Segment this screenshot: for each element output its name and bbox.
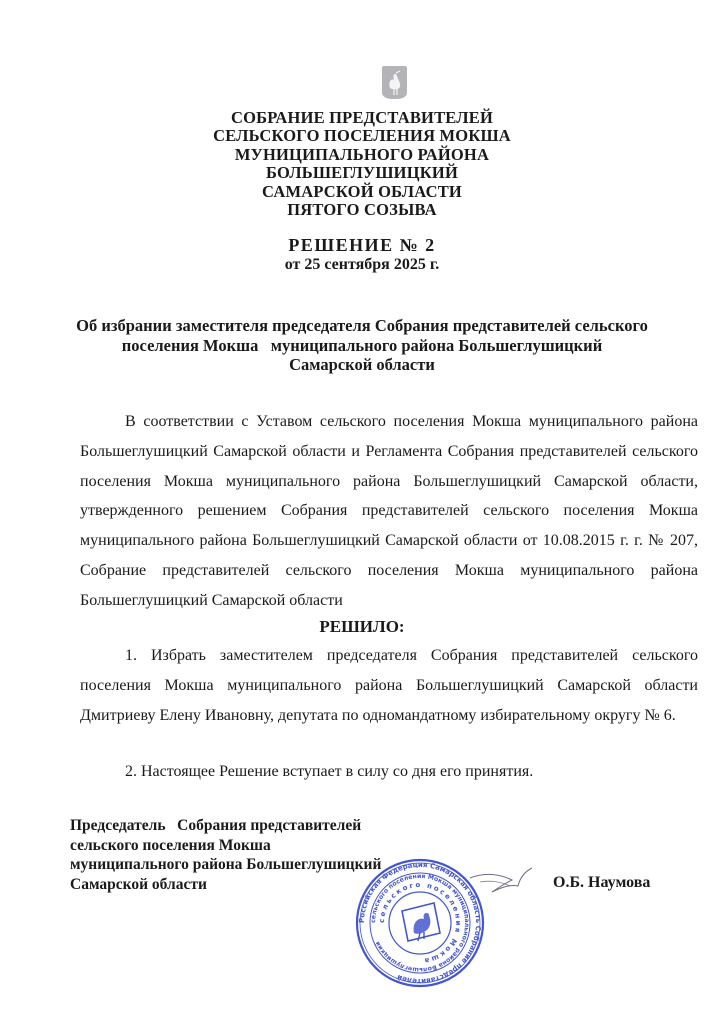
position-line: Председатель Собрания представителей: [70, 817, 362, 834]
decision-date: от 25 сентября 2025 г.: [284, 256, 440, 273]
subject-line: поселения Мокша муниципального района Большеглушицкий: [121, 335, 603, 355]
subject-line: Самарской области: [289, 355, 435, 374]
stamp-emblem-icon: [402, 903, 440, 941]
position-line: Самарской области: [70, 875, 207, 893]
stamp-inner-text: сельского поселения Мокша: [377, 880, 463, 966]
header-line: СОБРАНИЕ ПРЕДСТАВИТЕЛЕЙ: [231, 108, 493, 127]
header-line: СЕЛЬСКОГО ПОСЕЛЕНИЯ МОКША: [213, 126, 511, 146]
position-line: муниципального района Большеглушицкий: [70, 856, 382, 873]
position-line: сельского поселения Мокша: [70, 836, 271, 854]
resolved-heading: РЕШИЛО:: [319, 617, 405, 636]
coat-of-arms-crane-icon: [382, 66, 407, 99]
issuing-body-header: [0, 109, 724, 219]
header-line: МУНИЦИПАЛЬНОГО РАЙОНА: [234, 144, 490, 164]
stamp-outer-text: Российская Федерация Самарская область Собрание представителей: [357, 860, 483, 986]
handwritten-signature: [440, 858, 540, 908]
header-line: САМАРСКОЙ ОБЛАСТИ: [262, 181, 462, 201]
decision-subject: [0, 316, 724, 375]
header-line: БОЛЬШЕГЛУШИЦКИЙ: [266, 163, 458, 183]
subject-line: Об избрании заместителя председателя Собрания представителей сельского: [76, 316, 648, 335]
stamp-middle-text: сельского поселения Мокша муниципального района Большеглушицкий: [369, 872, 471, 974]
resolution-item-1: 1. Избрать заместителем председателя Собрания представителей сельского поселения Мокша муниципального района Большеглушицкий Самарской области Дмитриеву Елену Ивановну, депутата по одномандатному избирательному округу № 6.: [80, 647, 698, 724]
decision-title: РЕШЕНИЕ № 2: [288, 235, 436, 255]
resolution-item-2: 2. Настоящее Решение вступает в силу со дня его принятия.: [125, 763, 534, 780]
header-line: ПЯТОГО СОЗЫВА: [287, 200, 437, 220]
preamble-paragraph: В соответствии с Уставом сельского поселения Мокша муниципального района Большеглушицкий Самарской области и Регламента Собрания представителей сельского поселения Мокша муниципального района Большеглушицкий Самарской области, утвержденного решением Собрания представителей сельского поселения Мокша муниципального района Большеглушицкий Самарской области от 10.08.2015 г. г. № 207, Собрание представителей сельского поселения Мокша муниципального района Большеглушицкий Самарской области: [80, 413, 698, 609]
signatory-name: О.Б. Наумова: [553, 874, 651, 891]
